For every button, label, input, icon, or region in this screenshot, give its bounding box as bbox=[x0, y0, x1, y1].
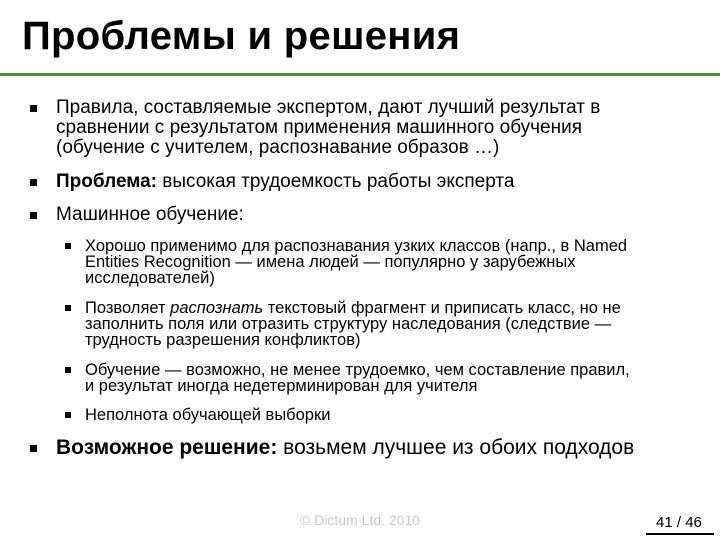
subbullet-text-after: текстовый фрагмент и приписать класс, но не заполнить поля или отразить структуру наследования (следствие — трудность разрешения конфликтов) bbox=[85, 299, 621, 349]
bullet-rules-vs-ml bbox=[56, 98, 676, 158]
page-separator: / bbox=[672, 514, 686, 531]
page-number bbox=[656, 514, 702, 531]
bullet-text: высокая трудоемкость работы эксперта bbox=[156, 171, 515, 192]
bullet-bold-label: Возможное решение: bbox=[56, 436, 278, 459]
square-bullet-icon bbox=[30, 445, 37, 452]
square-bullet-icon bbox=[30, 212, 37, 219]
page-total: 46 bbox=[685, 514, 702, 531]
square-bullet-icon bbox=[65, 412, 71, 418]
footer-copyright: © Dictum Ltd. 2010 bbox=[300, 512, 421, 528]
subbullet-training-effort bbox=[85, 362, 630, 394]
bullet-possible-solution bbox=[56, 437, 696, 459]
bullet-problem bbox=[56, 172, 676, 192]
subbullet-narrow-classes bbox=[85, 238, 640, 286]
bullet-text: возьмем лучшее из обоих подходов bbox=[277, 436, 635, 459]
subbullet-text: Хорошо применимо для распознавания узких классов (напр., в Named Entities Recognition — имена людей — популярно у зарубежных исследователей) bbox=[85, 237, 628, 287]
subbullet-recognize-fragment bbox=[85, 300, 685, 348]
subbullet-text-before: Позволяет bbox=[85, 299, 171, 317]
subbullet-text: Обучение — возможно, не менее трудоемко, чем составление правил, и результат иногда недетерминирован для учителя bbox=[85, 361, 630, 395]
page-current: 41 bbox=[656, 514, 673, 531]
bullet-text: Машинное обучение: bbox=[56, 204, 244, 225]
square-bullet-icon bbox=[65, 367, 71, 373]
subbullet-text: Неполнота обучающей выборки bbox=[85, 406, 331, 424]
square-bullet-icon bbox=[30, 105, 37, 112]
square-bullet-icon bbox=[65, 243, 71, 249]
subbullet-italic-word: распознать bbox=[170, 299, 264, 317]
subbullet-incomplete-sample bbox=[85, 407, 640, 423]
square-bullet-icon bbox=[65, 305, 71, 311]
bullet-bold-label: Проблема: bbox=[56, 171, 157, 192]
page-number-underline bbox=[646, 533, 714, 535]
square-bullet-icon bbox=[30, 179, 37, 186]
bullet-text: Правила, составляемые экспертом, дают лучший результат в сравнении с результатом применения машинного обучения (обучение с учителем, распознавание образов …) bbox=[56, 97, 601, 158]
slide-title: Проблемы и решения bbox=[22, 14, 461, 58]
bullet-machine-learning bbox=[56, 205, 676, 225]
